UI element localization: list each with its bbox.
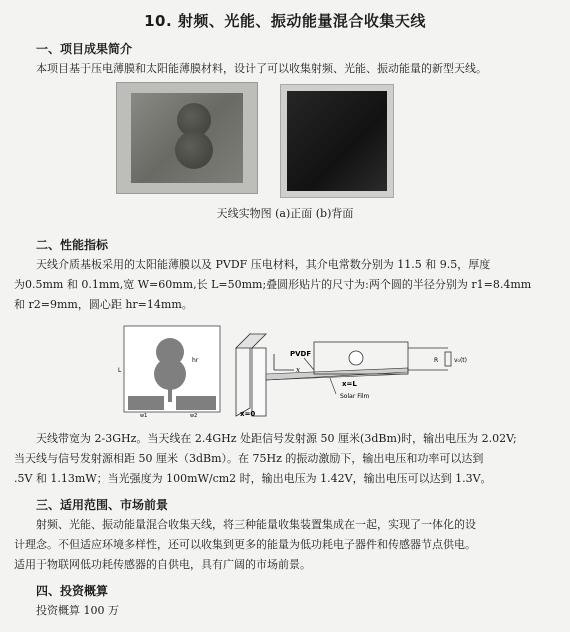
market-line-2: 计理念。不但适应环境多样性，还可以收集到更多的能量为低功耗电子器件和传感器节点供电。 [14, 538, 476, 551]
performance-line-1: 天线带宽为 2-3GHz。当天线在 2.4GHz 处距信号发射源 50 厘米(3dBm)时，输出电压为 2.02V; [36, 432, 517, 445]
side-length-label: L [118, 367, 122, 374]
performance-line-3: .5V 和 1.13mW；当光强度为 100mW/cm2 时，输出电压为 1.42V，输出电压可以达到 1.3V。 [14, 472, 492, 485]
summary-text: 本项目基于压电薄膜和太阳能薄膜材料，设计了可以收集射频、光能、振动能量的新型天线。 [36, 62, 487, 75]
section-heading-summary: 一、项目成果简介 [36, 42, 133, 56]
performance-line-2: 当天线与信号发射源相距 50 厘米（3dBm）。在 75Hz 的振动激励下，输出电压和功率可以达到 [14, 452, 484, 465]
section-heading-investment: 四、投资概算 [36, 584, 109, 598]
output-voltage-label: v₀(t) [454, 357, 467, 364]
antenna-front-photo [116, 82, 258, 194]
market-line-1: 射频、光能、振动能量混合收集天线，将三种能量收集装置集成在一起，实现了一体化的设 [36, 518, 476, 531]
w1-label: w1 [140, 413, 148, 418]
antenna-back-photo [280, 84, 394, 198]
w2-label: w2 [190, 413, 198, 418]
antenna-structure-diagram [118, 318, 518, 418]
specs-line-3: 和 r2=9mm，圆心距 hr=14mm。 [14, 298, 193, 311]
left-ground-shape [128, 396, 164, 410]
x-axis-label: x [296, 366, 300, 374]
x0-label: x=0 [240, 410, 256, 418]
section-heading-specs: 二、性能指标 [36, 238, 109, 252]
mass-symbol [349, 351, 363, 365]
xl-label: x=L [342, 380, 357, 388]
clamp-front-shape [252, 348, 266, 416]
specs-line-1: 天线介质基板采用的太阳能薄膜以及 PVDF 压电材料，其介电常数分别为 11.5 和 9.5，厚度 [36, 258, 491, 271]
right-ground-shape [176, 396, 216, 410]
pvdf-label: PVDF [290, 350, 312, 358]
clamp-top-shape [236, 334, 266, 348]
lower-patch-shape [154, 358, 186, 390]
specs-line-2: 为0.5mm 和 0.1mm,宽 W=60mm,长 L=50mm;叠圆形贴片的尺寸为:两个圆的半径分别为 r1=8.4mm [14, 278, 532, 291]
market-line-3: 适用于物联网低功耗传感器的自供电，具有广阔的市场前景。 [14, 558, 311, 571]
page-title: 10. 射频、光能、振动能量混合收集天线 [144, 12, 426, 30]
solar-film-panel [287, 91, 387, 191]
section-heading-market: 三、适用范围、市场前景 [36, 498, 169, 512]
resistor-label: R [434, 357, 439, 364]
investment-text: 投资概算 100 万 [36, 604, 119, 617]
figure-caption: 天线实物图 (a)正面 (b)背面 [216, 207, 354, 220]
feed-line-shape [168, 388, 172, 402]
hr-label: hr [192, 357, 199, 364]
solar-film-label: Solar Film [340, 393, 370, 400]
lower-circular-patch [175, 131, 213, 169]
load-resistor [445, 352, 451, 366]
